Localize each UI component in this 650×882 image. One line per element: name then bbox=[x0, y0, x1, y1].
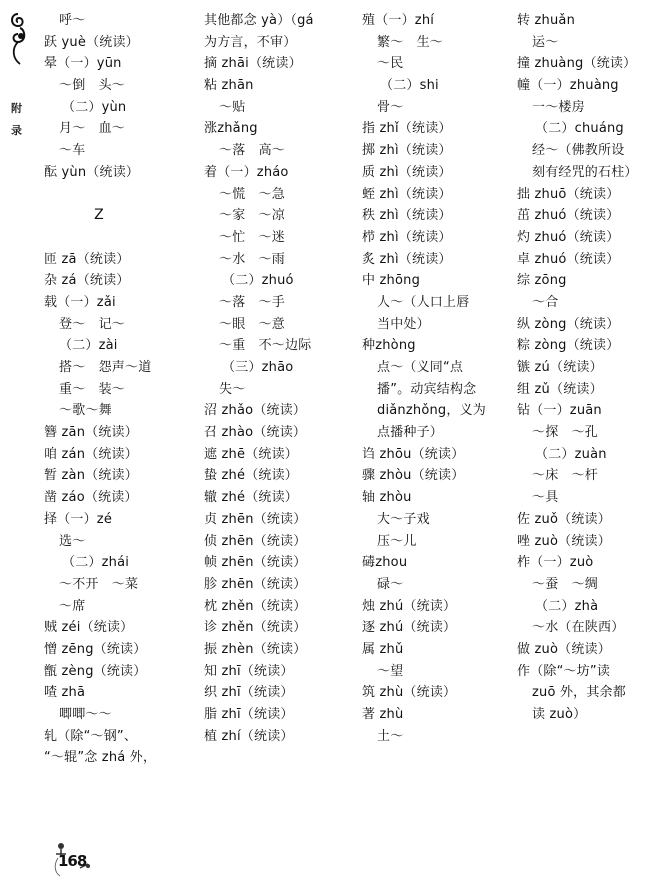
entry-line: 撞 zhuàng（统读） bbox=[517, 56, 637, 72]
column-3 bbox=[362, 10, 486, 747]
section-heading: Z bbox=[94, 207, 104, 224]
entry-line: 点～（义同“点 bbox=[377, 360, 464, 375]
side-label-fu: 附 bbox=[11, 102, 22, 115]
entry-line: 杂 zá（统读） bbox=[44, 273, 130, 289]
entry-line: （二）zhà bbox=[535, 598, 599, 614]
entry-line: 秩 zhì（统读） bbox=[362, 208, 452, 224]
entry-line: 拙 zhuō（统读） bbox=[517, 186, 620, 202]
entry-line: 晕（一）yūn bbox=[44, 56, 122, 72]
entry-line: ～车 bbox=[59, 143, 86, 159]
entry-line: 经～（佛教所设 bbox=[532, 143, 625, 159]
entry-line: 著 zhù bbox=[362, 707, 404, 722]
entry-line: （二）yùn bbox=[62, 99, 127, 115]
entry-line: ～望 bbox=[377, 663, 404, 679]
entry-line: 涨zhǎng bbox=[204, 121, 258, 137]
entry-line: 搭～ 怨声～道 bbox=[59, 360, 152, 375]
entry-line: 凿 záo（统读） bbox=[44, 490, 138, 506]
entry-line: 呼～ bbox=[59, 13, 86, 28]
entry-line: 繁～ 生～ bbox=[377, 34, 444, 50]
entry-line: 骤 zhòu（统读） bbox=[362, 468, 465, 484]
entry-line: ～探 ～孔 bbox=[532, 425, 599, 441]
entry-line: （二）zuàn bbox=[535, 446, 607, 462]
entry-line: 种zhòng bbox=[362, 338, 416, 354]
entry-line: （二）zhái bbox=[62, 555, 130, 571]
entry-line: 咱 zán（统读） bbox=[44, 446, 138, 462]
entry-line: ～不开 ～菜 bbox=[59, 576, 139, 592]
entry-line: （二）zhuó bbox=[222, 273, 294, 289]
entry-line: 卓 zhuó（统读） bbox=[517, 251, 620, 267]
entry-line: 唧唧～～ bbox=[59, 707, 112, 722]
entry-line: 酝 yùn（统读） bbox=[44, 164, 140, 180]
entry-line: 做 zuò（统读） bbox=[517, 641, 611, 657]
entry-line: 碌～ bbox=[377, 576, 404, 592]
entry-line: 作（除“～坊”读 bbox=[517, 663, 611, 679]
entry-line: 掷 zhì（统读） bbox=[362, 143, 452, 159]
entry-line: 指 zhǐ（统读） bbox=[362, 121, 452, 137]
entry-line: “～辊”念 zhá 外， bbox=[44, 750, 157, 766]
entry-line: （二）chuáng bbox=[535, 121, 624, 137]
entry-line: 胗 zhēn（统读） bbox=[204, 576, 307, 592]
entry-line: ～重 不～边际 bbox=[219, 338, 312, 354]
entry-line: 粘 zhān bbox=[204, 78, 254, 94]
entry-line: 唑 zuò（统读） bbox=[517, 533, 611, 549]
entry-line: ～慌 ～急 bbox=[219, 186, 286, 202]
side-label-lu: 录 bbox=[11, 124, 22, 137]
entry-line: 栉 zhì（统读） bbox=[362, 229, 452, 245]
entry-line: ～水（在陕西） bbox=[532, 620, 625, 636]
entry-line: 诊 zhěn（统读） bbox=[204, 620, 307, 636]
column-1 bbox=[44, 10, 156, 769]
entry-line: 为方言，不审） bbox=[204, 34, 297, 50]
entry-line: 质 zhì（统读） bbox=[362, 164, 452, 180]
entry-line: zuō 外，其余都 bbox=[532, 685, 626, 701]
entry-line: ～蚕 ～绸 bbox=[532, 576, 599, 592]
entry-line: 织 zhī（统读） bbox=[204, 685, 294, 701]
entry-line: （二）zài bbox=[59, 338, 118, 354]
entry-line: 压～儿 bbox=[377, 533, 417, 549]
decorative-ornament-icon bbox=[8, 10, 28, 66]
blank-line bbox=[44, 227, 156, 249]
entry-line: ～忙 ～迷 bbox=[219, 229, 286, 245]
entry-line: ～落 ～手 bbox=[219, 294, 286, 310]
entry-line: ～倒 头～ bbox=[59, 78, 126, 94]
entry-line: 脂 zhī（统读） bbox=[204, 707, 294, 722]
blank-line bbox=[44, 184, 156, 206]
entry-line: 点播种子） bbox=[377, 425, 444, 441]
entry-line: 粽 zòng（统读） bbox=[517, 338, 620, 354]
entry-line: 轴 zhòu bbox=[362, 490, 412, 506]
entry-line: 簪 zān（统读） bbox=[44, 425, 138, 441]
entry-line: 蛰 zhé（统读） bbox=[204, 468, 298, 484]
entry-line: ～床 ～杆 bbox=[532, 468, 599, 484]
entry-line: 憎 zēng（统读） bbox=[44, 641, 147, 657]
entry-line: 炙 zhì（统读） bbox=[362, 251, 452, 267]
entry-line: 知 zhī（统读） bbox=[204, 663, 294, 679]
entry-line: 综 zōng bbox=[517, 273, 567, 289]
entry-line: 茁 zhuó（统读） bbox=[517, 208, 620, 224]
entry-line: （三）zhāo bbox=[222, 360, 294, 375]
entry-line: 镞 zú（统读） bbox=[517, 360, 603, 375]
entry-line: 碡zhou bbox=[362, 555, 408, 571]
entry-line: 辙 zhé（统读） bbox=[204, 490, 298, 506]
entry-line: 登～ 记～ bbox=[59, 316, 126, 332]
entry-line: 读 zuò） bbox=[532, 707, 587, 722]
entry-line: 殖（一）zhí bbox=[362, 13, 435, 28]
entry-line: 组 zǔ（统读） bbox=[517, 381, 603, 397]
entry-line: 人～（人口上唇 bbox=[377, 294, 470, 310]
entry-line: （二）shi bbox=[380, 78, 439, 94]
entry-line: 佐 zuǒ（统读） bbox=[517, 511, 611, 527]
entry-line: 着（一）zháo bbox=[204, 164, 289, 180]
column-2 bbox=[204, 10, 314, 747]
entry-line: 植 zhí（统读） bbox=[204, 728, 294, 744]
entry-line: 暂 zàn（统读） bbox=[44, 468, 138, 484]
entry-line: 土～ bbox=[377, 728, 404, 744]
entry-line: 载（一）zǎi bbox=[44, 294, 116, 310]
entry-line: 诌 zhōu（统读） bbox=[362, 446, 465, 462]
entry-line: 播”。动宾结构念 bbox=[377, 381, 477, 397]
entry-line: 跃 yuè（统读） bbox=[44, 34, 139, 50]
entry-line: ～落 高～ bbox=[219, 143, 286, 159]
entry-line: 转 zhuǎn bbox=[517, 13, 576, 28]
entry-line: 沼 zhǎo（统读） bbox=[204, 403, 307, 419]
entry-line: 喳 zhā bbox=[44, 685, 86, 701]
entry-line: ～民 bbox=[377, 56, 404, 72]
entry-line: 幢（一）zhuàng bbox=[517, 78, 619, 94]
entry-line: 侦 zhēn（统读） bbox=[204, 533, 307, 549]
entry-line: ～具 bbox=[532, 490, 559, 506]
entry-line: 匝 zā（统读） bbox=[44, 251, 130, 267]
entry-line: ～贴 bbox=[219, 99, 246, 115]
entry-line: ～歌～舞 bbox=[59, 403, 112, 419]
entry-line: 枕 zhěn（统读） bbox=[204, 598, 307, 614]
entry-line: 帧 zhēn（统读） bbox=[204, 555, 307, 571]
entry-line: 刻有经咒的石柱） bbox=[532, 164, 638, 180]
entry-line: ～家 ～凉 bbox=[219, 208, 286, 224]
entry-line: 一～楼房 bbox=[532, 99, 585, 115]
entry-line: 轧（除“～钢”、 bbox=[44, 728, 138, 744]
entry-line: 属 zhǔ bbox=[362, 641, 404, 657]
entry-line: 中 zhōng bbox=[362, 273, 421, 289]
entry-line: 选～ bbox=[59, 533, 86, 549]
entry-line: 柞（一）zuò bbox=[517, 555, 594, 571]
entry-line: ～水 ～雨 bbox=[219, 251, 286, 267]
entry-line: 当中处） bbox=[377, 316, 430, 332]
entry-line: 摘 zhāi（统读） bbox=[204, 56, 302, 72]
entry-line: ～合 bbox=[532, 294, 559, 310]
entry-line: 纵 zòng（统读） bbox=[517, 316, 620, 332]
entry-line: diǎnzhǒng，义为 bbox=[377, 403, 486, 419]
entry-line: 月～ 血～ bbox=[59, 121, 126, 137]
entry-line: 甑 zèng（统读） bbox=[44, 663, 147, 679]
entry-line: 遮 zhē（统读） bbox=[204, 446, 298, 462]
page-number: 168 bbox=[58, 852, 87, 870]
entry-line: 烛 zhú（统读） bbox=[362, 598, 457, 614]
entry-line: 召 zhào（统读） bbox=[204, 425, 307, 441]
entry-line: 灼 zhuó（统读） bbox=[517, 229, 620, 245]
entry-line: 贼 zéi（统读） bbox=[44, 620, 134, 636]
entry-line: 贞 zhēn（统读） bbox=[204, 511, 307, 527]
entry-line: ～席 bbox=[59, 598, 86, 614]
entry-line: 钻（一）zuān bbox=[517, 403, 602, 419]
entry-line: ～眼 ～意 bbox=[219, 316, 286, 332]
entry-line: 筑 zhù（统读） bbox=[362, 685, 457, 701]
entry-line: 骨～ bbox=[377, 99, 404, 115]
entry-line: 重～ 装～ bbox=[59, 381, 126, 397]
entry-line: 蛭 zhì（统读） bbox=[362, 186, 452, 202]
entry-line: 大～子戏 bbox=[377, 511, 430, 527]
entry-line: 失～ bbox=[219, 381, 246, 397]
column-4 bbox=[517, 10, 638, 726]
entry-line: 其他都念 yà）（gá bbox=[204, 13, 314, 28]
entry-line: 振 zhèn（统读） bbox=[204, 641, 307, 657]
entry-line: 择（一）zé bbox=[44, 511, 113, 527]
entry-line: 逐 zhú（统读） bbox=[362, 620, 457, 636]
entry-line: 运～ bbox=[532, 34, 559, 50]
